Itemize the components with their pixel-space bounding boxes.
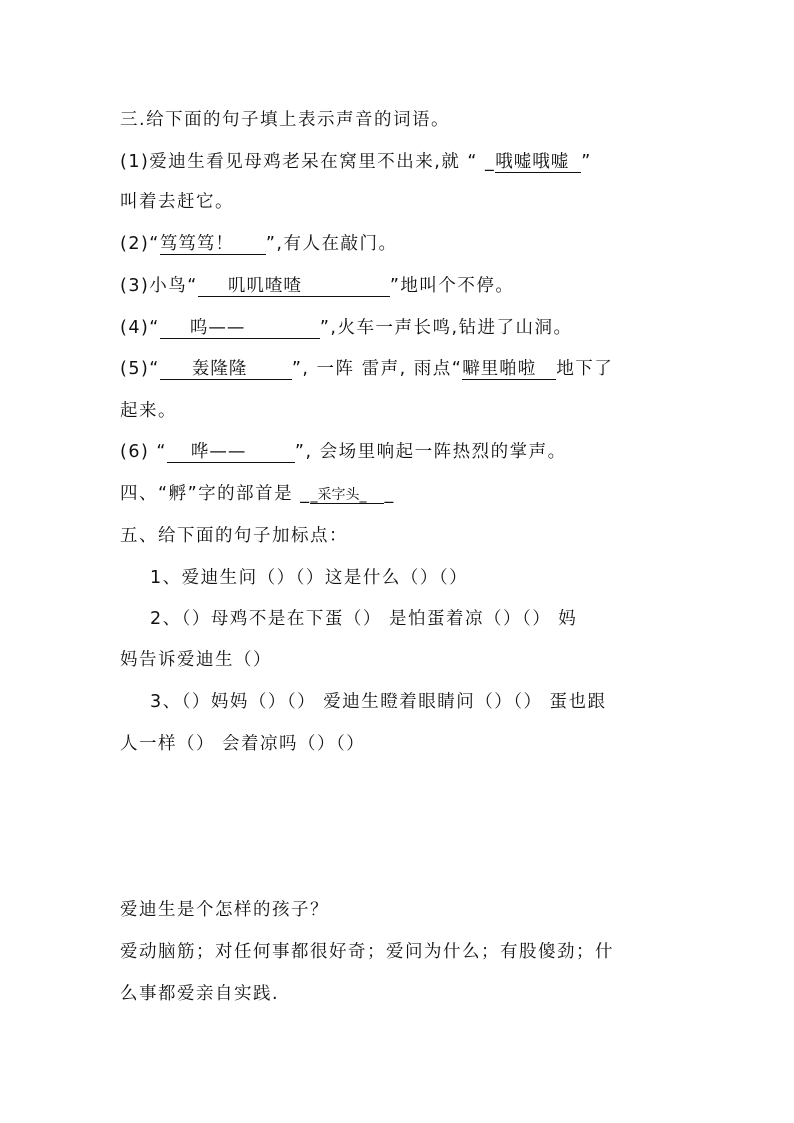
q1-line2: 叫着去赶它。 <box>120 192 234 212</box>
q1-line1 <box>120 150 592 174</box>
q6-text: (6) “ <box>120 442 167 462</box>
q4-text: (4)“ <box>120 318 160 338</box>
q5-answer1: 轰隆隆 <box>191 359 248 379</box>
q4-answer-blank <box>160 316 320 339</box>
section6-answer-line2: 么事都爱亲自实践. <box>120 984 280 1004</box>
q5-tail: 地下了 <box>556 359 614 379</box>
q4-line <box>120 316 573 340</box>
q2-text: (2)“ <box>120 234 160 254</box>
section5-heading: 五、给下面的句子加标点： <box>120 526 348 546</box>
q3-line <box>120 274 514 298</box>
q1-answer-blank: 哦嘘哦嘘 <box>495 150 581 173</box>
q3-text: (3)小鸟“ <box>120 276 198 296</box>
q6-answer-blank <box>167 440 295 463</box>
q3-answer-blank <box>198 274 390 297</box>
section4-tail: _ <box>384 484 395 504</box>
q5-text: (5)“ <box>120 359 160 379</box>
q2-rest: ”,有人在敲门。 <box>265 234 398 254</box>
q5-mid: ”, 一阵 雷声, 雨点“ <box>291 359 463 379</box>
q4-answer: 呜—— <box>189 318 246 338</box>
section4-line <box>120 482 395 506</box>
q3-answer: 叽叽喳喳 <box>227 276 302 296</box>
q6-line <box>120 440 567 464</box>
section3-heading: 三.给下面的句子填上表示声音的词语。 <box>120 110 451 130</box>
q2-answer-blank: 笃笃笃！ <box>160 232 266 255</box>
section6-question: 爱迪生是个怎样的孩子？ <box>120 900 329 920</box>
s5-sentence3-line2: 人一样（） 会着凉吗（）（） <box>120 734 366 754</box>
q5-line1 <box>120 357 613 381</box>
q5-answer1-blank <box>160 357 292 380</box>
q2-line <box>120 232 398 256</box>
s5-sentence2-line2: 妈告诉爱迪生（） <box>120 650 272 670</box>
q6-answer: 哗—— <box>190 442 247 462</box>
s5-sentence3-line1: 3、（）妈妈（）（） 爱迪生瞪着眼睛问（）（） 蛋也跟 <box>150 692 607 712</box>
s5-sentence1: 1、爱迪生问（）（）这是什么（）（） <box>150 568 469 588</box>
q1-close-quote: ” <box>581 152 592 172</box>
q6-rest: ”, 会场里响起一阵热烈的掌声。 <box>294 442 567 462</box>
section6-answer-line1: 爱动脑筋；对任何事都很好奇；爱问为什么；有股傻劲；什 <box>120 942 614 962</box>
q5-answer2-blank: 噼里啪啦 <box>462 357 556 380</box>
q5-line2: 起来。 <box>120 401 177 421</box>
section4-text: 四、“孵”字的部首是 _ <box>120 484 311 504</box>
s5-sentence2-line1: 2、（）母鸡不是在下蛋（） 是怕蛋着凉（）（） 妈 <box>150 609 578 629</box>
section4-answer-blank: _采字头_ <box>310 483 384 504</box>
q1-text: (1)爱迪生看见母鸡老呆在窝里不出来,就 “ _ <box>120 152 496 172</box>
q3-rest: ”地叫个不停。 <box>389 276 515 296</box>
q4-rest: ”,火车一声长鸣,钻进了山洞。 <box>319 318 573 338</box>
